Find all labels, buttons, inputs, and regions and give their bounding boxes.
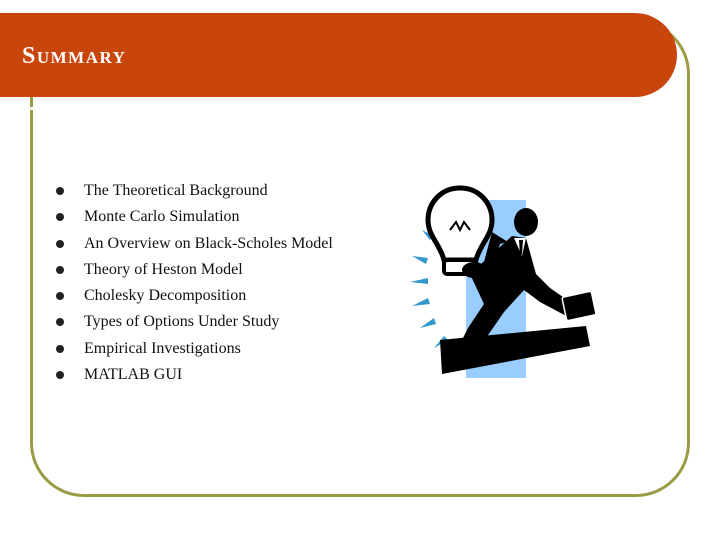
bullet-icon (56, 292, 64, 300)
list-item-text: Types of Options Under Study (84, 313, 280, 331)
list-item (56, 309, 333, 335)
businessman-head (514, 208, 538, 236)
briefcase-icon (562, 291, 596, 321)
list-item-text: Theory of Heston Model (84, 260, 243, 278)
list-item (56, 231, 333, 257)
businessman-holding-lightbulb-icon (400, 178, 600, 378)
list-item-text: The Theoretical Background (84, 182, 268, 199)
list-item (56, 283, 333, 309)
bullet-icon (56, 240, 64, 248)
bullet-icon (56, 266, 64, 274)
list-item-text: An Overview on Black-Scholes Model (84, 234, 333, 252)
list-item (56, 362, 333, 388)
slide-title: Summary (22, 43, 127, 69)
list-item-text: Empirical Investigations (84, 339, 241, 357)
lightbulb-icon (428, 188, 492, 260)
bullet-icon (56, 371, 64, 379)
list-item-text: Monte Carlo Simulation (84, 208, 240, 226)
bullet-icon (56, 213, 64, 221)
bullet-icon (56, 187, 64, 195)
bullet-list (56, 178, 333, 388)
bullet-icon (56, 345, 64, 353)
list-item-text: MATLAB GUI (84, 366, 183, 384)
list-item (56, 204, 333, 230)
hand (462, 262, 486, 278)
bullet-icon (56, 318, 64, 326)
list-item-text: Cholesky Decomposition (84, 287, 247, 305)
list-item (56, 336, 333, 362)
list-item (56, 257, 333, 283)
list-item (56, 178, 333, 204)
title-underline (0, 107, 670, 110)
